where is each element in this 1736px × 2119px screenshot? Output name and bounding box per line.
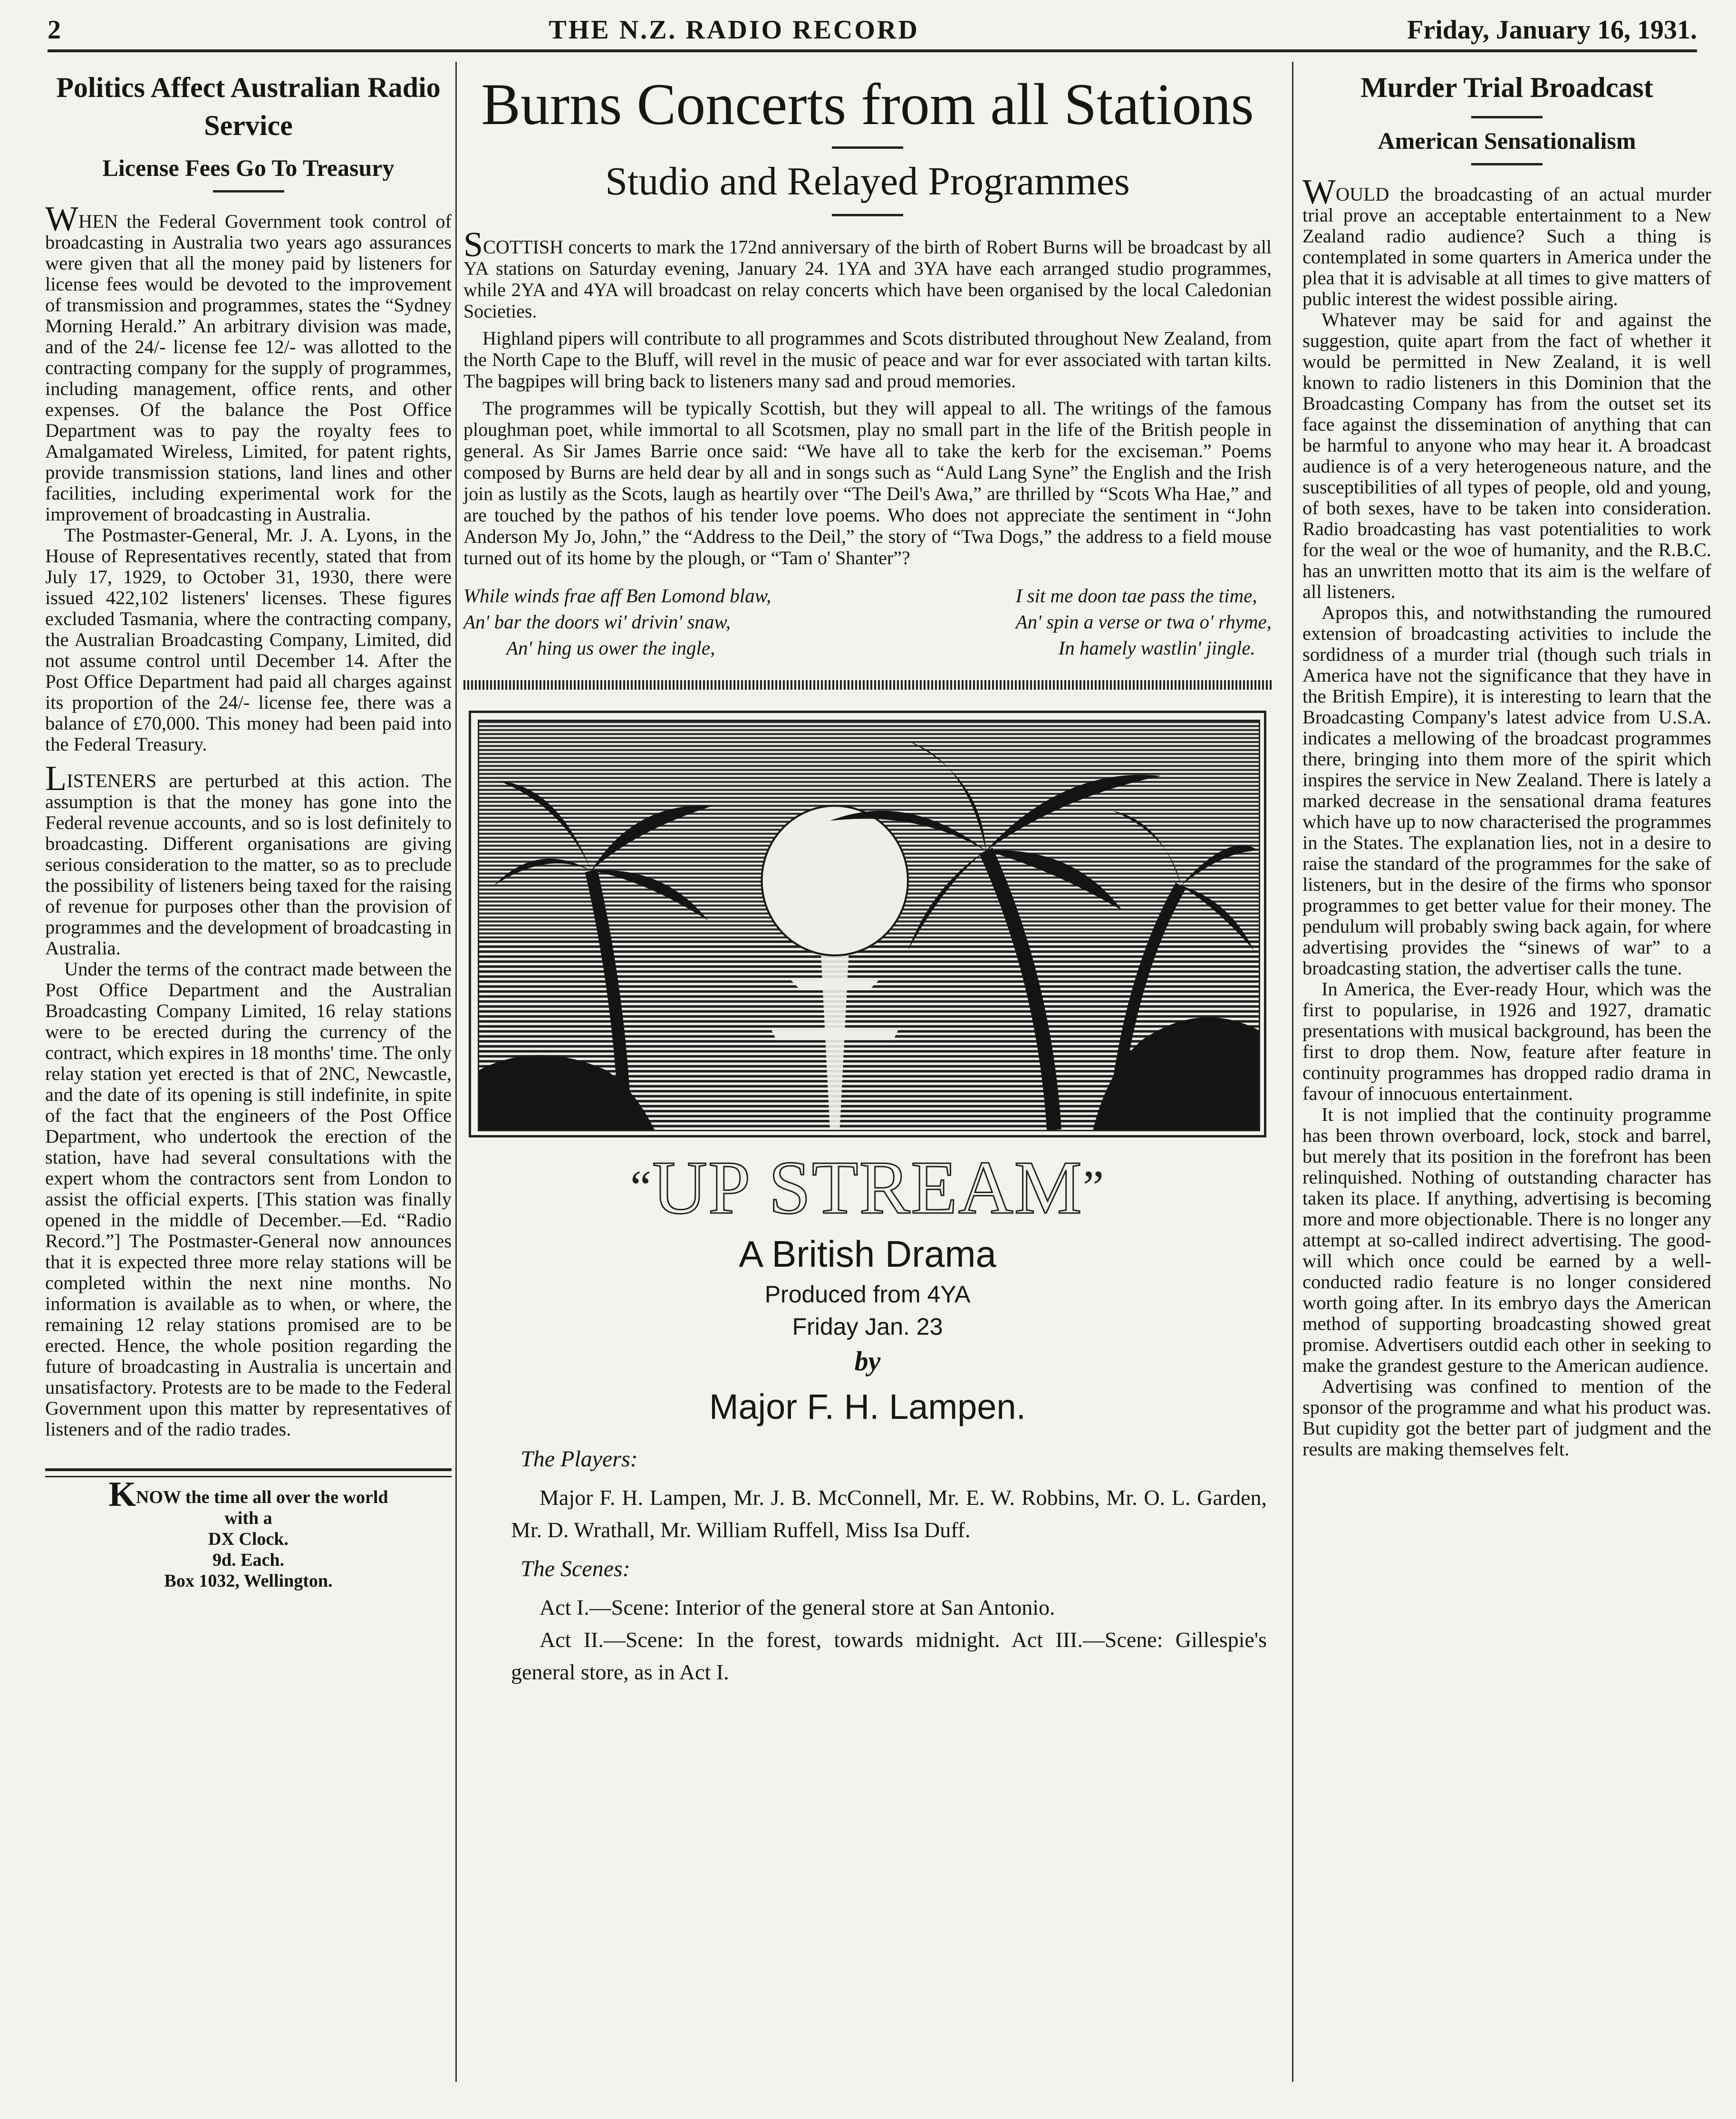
article-subhead: American Sensationalism <box>1378 127 1636 154</box>
burns-verse: While winds frae aff Ben Lomond blaw, An' bar the doors wi' drivin' snaw, An' hing us ower the ingle, I sit me doon tae pass the time, An' spin a verse or twa o' rhyme, In hamely wastlin' jingle. <box>463 585 1272 659</box>
divider <box>832 146 903 149</box>
masthead-rule <box>48 49 1697 52</box>
divider <box>1471 163 1543 165</box>
article-headline: Politics Affect Australian Radio Service <box>56 72 441 141</box>
left-column <box>45 62 452 1591</box>
article-paragraph: Whatever may be said for and against the suggestion, quite apart from the fact of whether it would be permitted in New Zealand, it is well known to radio listeners in this Dominion that the Broadcasting Company has from the outset set its face against the dissemination of anything that can be harmful to anyone who may hear it. A broadcast audience is of a very heterogeneous nature, and the susceptibilities of all types of people, old and young, of both sexes, have to be taken into consideration. Radio broadcasting has vast potentialities to work for the weal or the woe of humanity, and the R.B.C. has an unwritten motto that its aim is the welfare of all listeners. <box>1302 309 1711 602</box>
article-paragraph: WOULD the broadcasting of an actual murder trial prove an acceptable entertainment to a New Zealand radio audience? Such a thing is contemplated in some quarters in America under the plea that it is advisable at all times to give matters of public interest the widest possible airing. <box>1302 173 1711 309</box>
article-paragraph: Highland pipers will contribute to all programmes and Scots distributed throughout New Zealand, from the North Cape to the Bluff, will revel in the music of peace and war for ever associated with tartan kilts. The bagpipes will bring back to listeners many sad and proud memories. <box>463 327 1272 392</box>
column-divider <box>455 62 457 2082</box>
drama-subtitle: A British Drama <box>739 1233 996 1275</box>
article-paragraph: In America, the Ever-ready Hour, which was the first to popularise, in 1926 and 1927, dramatic presentations with musical background, has been the first to drop them. Now, feature after feature in continuity programmes has dropped radio drama in favour of innocuous entertainment. <box>1302 978 1711 1104</box>
divider <box>1471 116 1543 118</box>
players-list: Major F. H. Lampen, Mr. J. B. McConnell, Mr. E. W. Robbins, Mr. O. L. Garden, Mr. D. Wrathall, Mr. William Ruffell, Miss Isa Duff. <box>511 1485 1267 1542</box>
drama-station: Produced from 4YA <box>764 1281 971 1308</box>
scenes-label: The Scenes: <box>521 1556 630 1581</box>
masthead <box>48 13 1697 47</box>
right-column <box>1302 62 1711 1460</box>
middle-column <box>463 62 1272 1688</box>
article-paragraph: The programmes will be typically Scottish, but they will appeal to all. The writings of the famous ploughman poet, while immortal to all Scotsmen, play no small part in the life of the British people in general. As Sir James Barrie once said: “We have all to take the kerb for the exciseman.” Poems composed by Burns are held dear by all and in songs such as “Auld Lang Syne” the English and the Irish join as lustily as the Scots, laugh as heartily over “The Deil's Awa,” are thrilled by “Scots Wha Hae,” and are touched by the pathos of his tender love poems. Who does not appreciate the sentiment in “John Anderson My Jo, John,” the “Address to the Deil,” the story of “Twa Dogs,” the address to a field mouse turned out of its home by the plough, or “Tam o' Shanter”? <box>463 397 1272 568</box>
article-paragraph: SCOTTISH concerts to mark the 172nd anniversary of the birth of Robert Burns will be broadcast by all YA stations on Saturday evening, January 24. 1YA and 3YA have each arranged studio programmes, while 2YA and 4YA will broadcast on relay concerts which have been organised by the local Caledonian Societies. <box>463 225 1272 322</box>
article-paragraph: Advertising was confined to mention of the sponsor of the programme and what his product was. But cupidity got the better part of judgment and the results are making themselves felt. <box>1302 1376 1711 1460</box>
article-subhead: License Fees Go To Treasury <box>102 154 395 181</box>
issue-date: Friday, January 16, 1931. <box>1407 15 1697 45</box>
divider <box>213 190 284 193</box>
drama-title: “UP STREAM” <box>630 1145 1105 1230</box>
divider <box>45 1468 452 1477</box>
decorative-border <box>463 680 1272 690</box>
article-headline: Murder Trial Broadcast <box>1360 72 1653 103</box>
drama-author: Major F. H. Lampen. <box>709 1387 1026 1426</box>
players-label: The Players: <box>521 1446 638 1472</box>
scenes-list: Act II.—Scene: In the forest, towards midnight. Act III.—Scene: Gillespie's general store, as in Act I. <box>511 1628 1267 1684</box>
article-headline: Burns Concerts from all Stations <box>481 72 1254 137</box>
column-divider <box>1292 62 1293 2082</box>
article-paragraph: Under the terms of the contract made between the Post Office Department and the Australian Broadcasting Company Limited, 16 relay stations were to be erected during the currency of the contract, which expires in 18 months' time. The only relay station yet erected is that of 2NC, Newcastle, and the date of its opening is still indefinite, in spite of the fact that the engineers of the Post Office Department, who undertook the erection of the station, have had several consultations with the expert whom the contractors sent from London to assist the official experts. [This station was finally opened in the middle of December.—Ed. “Radio Record.”] The Postmaster-General now announces that it is expected three more relay stations will be completed within the next nine months. No information is available as to when, or where, the remaining 12 relay stations promised are to be erected. Hence, the whole position regarding the future of broadcasting in Australia is uncertain and unsatisfactory. Protests are to be made to the Federal Government upon this matter by representatives of listeners and of the radio trades. <box>45 958 452 1440</box>
article-paragraph: The Postmaster-General, Mr. J. A. Lyons, in the House of Representatives recently, stated that from July 17, 1929, to October 31, 1930, there were issued 422,102 listeners' licenses. These figures excluded Tasmania, where the contracting company, the Australian Broadcasting Company, Limited, did not assume control until December 14. After the Post Office Department had paid all charges against its proportion of the 24/- license fee, there was a balance of £70,000. This money had been paid into the Federal Treasury. <box>45 524 452 755</box>
article-subhead: Studio and Relayed Programmes <box>605 159 1130 203</box>
drama-date: Friday Jan. 23 <box>792 1313 943 1340</box>
drama-by: by <box>854 1346 881 1377</box>
article-paragraph: It is not implied that the continuity programme has been thrown overboard, lock, stock and barrel, but merely that its position in the forefront has been relinquished. Nothing of outstanding character has taken its place. If anything, advertising is becoming more and more objectionable. There is no longer any attempt at so-called indirect advertising. The good-will which once could be earned by a well-conducted radio feature is no longer considered worth going after. In its embryo days the American method of supporting broadcasting showed great promise. Advertisers outdid each other in seeking to make the grandest gesture to the American audience. <box>1302 1104 1711 1376</box>
divider <box>832 214 903 216</box>
clock-advertisement: KNOW the time all over the world with a DX Clock. 9d. Each. Box 1032, Wellington. <box>108 1475 388 1591</box>
tropical-night-picture <box>479 721 1259 1130</box>
scenes-list: Act I.—Scene: Interior of the general store at San Antonio. <box>540 1595 1055 1619</box>
article-paragraph: WHEN the Federal Government took control of broadcasting in Australia two years ago assurances were given that all the money paid by listeners for license fees would be devoted to the improvement of transmission and programmes, states the “Sydney Morning Herald.” An arbitrary division was made, and of the 24/- license fee 12/- was allotted to the contracting company for the supply of programmes, including management, office rents, and other expenses. Of the balance the Post Office Department was to pay the royalty fees to Amalgamated Wireless, Limited, for patent rights, provide transmission stations, land lines and other facilities, including experimental work for the improvement of broadcasting in Australia. <box>45 200 452 525</box>
article-paragraph: LISTENERS are perturbed at this action. The assumption is that the money has gone into the Federal revenue accounts, and so is lost definitely to broadcasting. Different organisations are giving serious consideration to the matter, so as to preclude the possibility of listeners being taxed for the raising of revenue for purposes other than the provision of programmes and the development of broadcasting in Australia. <box>45 759 452 959</box>
page-number: 2 <box>48 15 61 45</box>
article-paragraph: Apropos this, and notwithstanding the rumoured extension of broadcasting activities to include the sordidness of a murder trial (though such trials in America have not the significance that they have in the British Empire), it is interesting to learn that the Broadcasting Company's latest advice from U.S.A. indicates a mellowing of the broadcast programmes there, bringing into them more of the spirit which inspires the service in New Zealand. There is lately a marked decrease in the sensational drama features which have up to now characterised the programmes in the States. The explanation lies, not in a desire to raise the standard of the programmes for the sake of listeners, but in the desire of the firms who sponsor programmes to get better value for their money. The pendulum will probably swing back again, for where advertising provides the “sinews of war” to a broadcasting station, the advertiser calls the tune. <box>1302 602 1711 979</box>
palm-moon-illustration <box>469 711 1266 1137</box>
publication-title: THE N.Z. RADIO RECORD <box>549 15 919 45</box>
